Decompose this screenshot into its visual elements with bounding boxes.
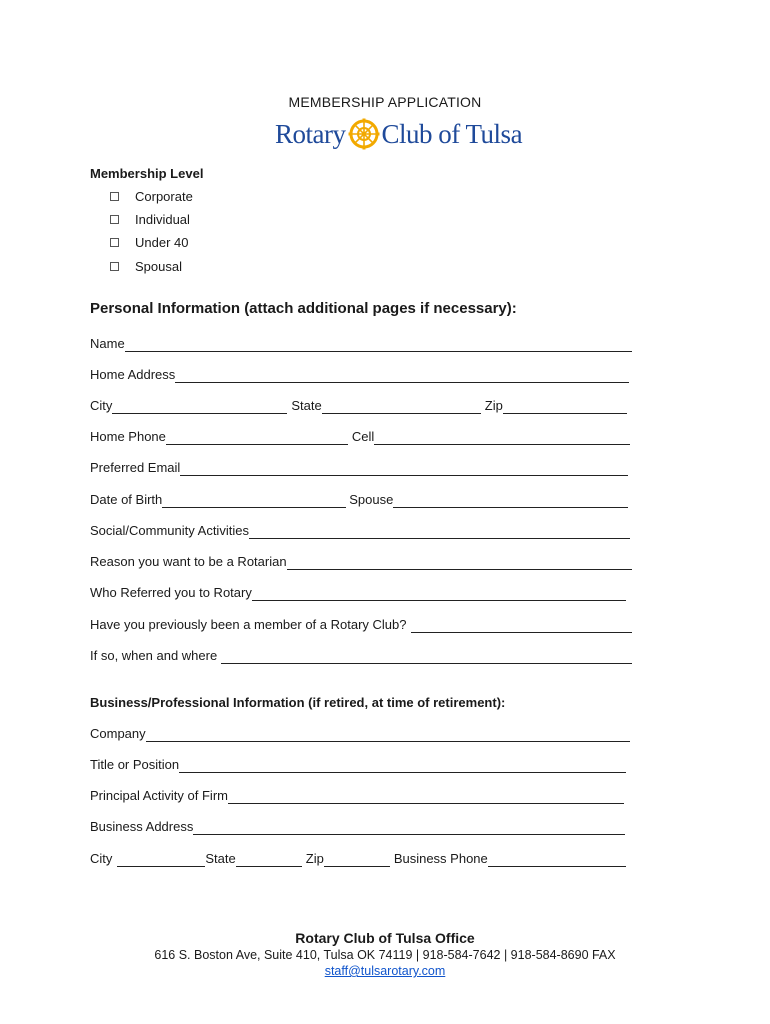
cell-field[interactable] xyxy=(374,430,630,445)
business-state-label: State xyxy=(205,851,236,866)
rotary-wheel-icon xyxy=(348,118,380,150)
phone-row xyxy=(90,427,630,445)
business-info-heading: Business/Professional Information (if retired, at time of retirement): xyxy=(90,695,506,710)
activities-row xyxy=(90,521,630,539)
footer-title: Rotary Club of Tulsa Office xyxy=(295,930,475,946)
business-phone-field[interactable] xyxy=(488,852,626,867)
spouse-field[interactable] xyxy=(393,493,628,508)
city-label: City xyxy=(90,398,113,413)
checkbox[interactable] xyxy=(110,192,119,201)
business-zip-field[interactable] xyxy=(324,852,390,867)
city-state-zip-row xyxy=(90,396,627,414)
zip-label: Zip xyxy=(484,398,503,413)
option-under-40[interactable] xyxy=(110,235,188,250)
reason-row xyxy=(90,552,632,570)
title-label: Title or Position xyxy=(90,757,180,772)
business-city-label: City xyxy=(90,851,113,866)
previous-member-row xyxy=(90,615,632,633)
home-address-row xyxy=(90,365,629,383)
checkbox[interactable] xyxy=(110,238,119,247)
business-phone-label: Business Phone xyxy=(393,851,488,866)
option-corporate[interactable] xyxy=(110,189,193,204)
footer-email-row xyxy=(0,964,770,978)
option-individual[interactable] xyxy=(110,212,190,227)
logo-text-left: Rotary xyxy=(275,118,346,149)
home-address-field[interactable] xyxy=(175,368,629,383)
company-field[interactable] xyxy=(146,727,630,742)
referred-row xyxy=(90,583,626,601)
referred-field[interactable] xyxy=(252,586,626,601)
activities-field[interactable] xyxy=(249,524,630,539)
previous-member-label: Have you previously been a member of a Rotary Club? xyxy=(90,617,407,632)
page-title: MEMBERSHIP APPLICATION xyxy=(288,94,482,110)
activity-label: Principal Activity of Firm xyxy=(90,788,228,803)
checkbox[interactable] xyxy=(110,262,119,271)
company-row xyxy=(90,724,630,742)
cell-label: Cell xyxy=(351,429,375,444)
zip-field[interactable] xyxy=(503,399,627,414)
checkbox[interactable] xyxy=(110,215,119,224)
business-zip-label: Zip xyxy=(305,851,324,866)
dob-field[interactable] xyxy=(162,493,346,508)
city-field[interactable] xyxy=(112,399,287,414)
home-address-label: Home Address xyxy=(90,367,176,382)
activity-row xyxy=(90,786,624,804)
home-phone-field[interactable] xyxy=(166,430,348,445)
option-label: Under 40 xyxy=(135,235,189,250)
previous-member-field[interactable] xyxy=(411,618,632,633)
dob-label: Date of Birth xyxy=(90,492,163,507)
business-state-field[interactable] xyxy=(236,852,302,867)
spouse-label: Spouse xyxy=(349,492,394,507)
when-where-row xyxy=(90,646,632,664)
business-city-row xyxy=(90,849,626,867)
membership-level-label: Membership Level xyxy=(90,166,204,181)
preferred-email-field[interactable] xyxy=(180,461,628,476)
name-field[interactable] xyxy=(125,337,632,352)
referred-label: Who Referred you to Rotary xyxy=(90,585,252,600)
home-phone-label: Home Phone xyxy=(90,429,166,444)
business-address-row xyxy=(90,817,625,835)
company-label: Company xyxy=(90,726,146,741)
state-field[interactable] xyxy=(322,399,481,414)
option-label: Spousal xyxy=(135,259,182,274)
footer-address: 616 S. Boston Ave, Suite 410, Tulsa OK 74119 | 918-584-7642 | 918-584-8690 FAX xyxy=(154,948,616,962)
activity-field[interactable] xyxy=(228,789,624,804)
personal-info-heading: Personal Information (attach additional pages if necessary): xyxy=(90,300,517,317)
when-where-field[interactable] xyxy=(221,649,632,664)
name-row xyxy=(90,334,632,352)
name-label: Name xyxy=(90,336,125,351)
dob-row xyxy=(90,490,628,508)
title-row xyxy=(90,755,626,773)
option-label: Individual xyxy=(135,212,190,227)
business-city-field[interactable] xyxy=(117,852,205,867)
reason-label: Reason you want to be a Rotarian xyxy=(90,554,287,569)
when-where-label: If so, when and where xyxy=(90,648,218,663)
title-field[interactable] xyxy=(179,758,626,773)
email-row xyxy=(90,458,628,476)
business-address-label: Business Address xyxy=(90,819,194,834)
rotary-logo xyxy=(275,115,522,153)
preferred-email-label: Preferred Email xyxy=(90,460,181,475)
footer-email-link[interactable]: staff@tulsarotary.com xyxy=(324,964,446,978)
logo-text-right: Club of Tulsa xyxy=(381,118,523,149)
option-spousal[interactable] xyxy=(110,259,182,274)
reason-field[interactable] xyxy=(287,555,632,570)
activities-label: Social/Community Activities xyxy=(90,523,249,538)
state-label: State xyxy=(291,398,322,413)
business-address-field[interactable] xyxy=(193,820,625,835)
option-label: Corporate xyxy=(135,189,193,204)
